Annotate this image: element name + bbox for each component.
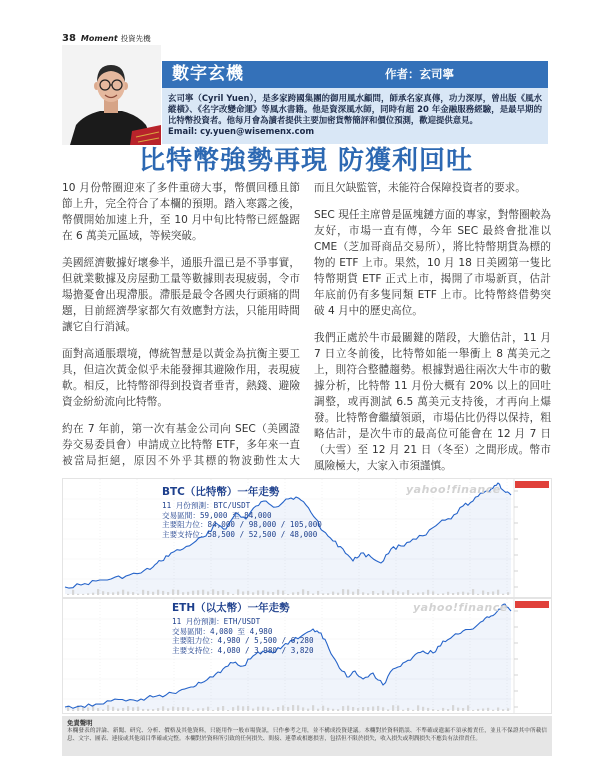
- volume-bar: [102, 710, 104, 712]
- volume-bar: [342, 589, 344, 595]
- volume-bar: [492, 710, 494, 711]
- volume-bar: [502, 709, 504, 711]
- volume-bar: [192, 710, 194, 711]
- volume-bar: [337, 709, 339, 711]
- volume-bar: [417, 593, 419, 596]
- article-column-left: [62, 180, 300, 476]
- volume-bar: [272, 709, 274, 711]
- volume-bar: [507, 592, 509, 595]
- volume-bar: [262, 707, 264, 711]
- volume-bar: [477, 709, 479, 711]
- volume-bar: [202, 590, 204, 595]
- volume-bar: [292, 592, 294, 595]
- volume-bar: [232, 594, 234, 595]
- volume-bar: [222, 706, 224, 711]
- paragraph: 美國經濟數據好壞參半，通脹升溫已是不爭事實，但就業數據及房屋動工量等數據則表現疲弱，令市場擔憂會出現滯脹。滯脹是最令各國央行頭痛的問題，目前經濟學家都欠有效應對方法，只能用時間讓它自行消減。: [62, 257, 300, 333]
- volume-bar: [322, 706, 324, 711]
- paragraph: 約在 7 年前，第一次有基金公司向 SEC（美國證券交易委員會）申請成立比特幣 ETF，多年來一直被當局拒絕，原因不外乎其標的物波動性太大: [62, 423, 300, 467]
- trading-range: 交易區間：59,000 至 84,000: [162, 510, 272, 520]
- volume-bar: [292, 705, 294, 711]
- volume-bar: [252, 709, 254, 712]
- volume-bar: [262, 590, 264, 595]
- volume-bar: [212, 710, 214, 711]
- volume-bar: [112, 707, 114, 711]
- volume-bar: [182, 707, 184, 711]
- chart-watermark: yahoo!finance: [406, 483, 501, 496]
- volume-bar: [447, 592, 449, 595]
- volume-bar: [387, 709, 389, 711]
- volume-bar: [432, 709, 434, 711]
- volume-bar: [462, 592, 464, 595]
- volume-bar: [322, 593, 324, 595]
- volume-bar: [402, 592, 404, 595]
- page-number: 38: [62, 33, 76, 44]
- volume-bar: [377, 706, 379, 711]
- volume-bar: [132, 707, 134, 711]
- volume-bar: [332, 709, 334, 711]
- volume-bar: [207, 707, 209, 711]
- volume-bar: [352, 707, 354, 711]
- volume-bar: [212, 589, 214, 595]
- volume-bar: [107, 592, 109, 595]
- volume-bar: [122, 590, 124, 595]
- volume-bar: [397, 591, 399, 595]
- volume-bar: [242, 592, 244, 596]
- volume-bar: [127, 706, 129, 711]
- volume-bar: [382, 707, 384, 711]
- volume-bar: [167, 592, 169, 595]
- volume-bar: [72, 590, 74, 595]
- volume-bar: [127, 592, 129, 595]
- volume-bar: [367, 707, 369, 711]
- volume-bar: [487, 592, 489, 595]
- column-name: 數字玄機: [172, 64, 244, 84]
- volume-bar: [402, 710, 404, 711]
- volume-bar: [467, 593, 469, 595]
- volume-bar: [377, 593, 379, 595]
- volume-bar: [282, 705, 284, 711]
- chart-title: BTC（比特幣）一年走勢: [162, 486, 280, 498]
- volume-bar: [362, 592, 364, 595]
- author-byline: 作者：玄司寧: [385, 67, 454, 81]
- volume-bar: [97, 708, 99, 711]
- chart-title: ETH（以太幣）一年走勢: [172, 602, 290, 614]
- volume-bar: [482, 709, 484, 712]
- volume-bar: [77, 594, 79, 595]
- volume-bar: [452, 705, 454, 711]
- volume-bar: [312, 705, 314, 711]
- volume-bar: [442, 593, 444, 595]
- volume-bar: [92, 593, 94, 595]
- volume-bar: [242, 706, 244, 711]
- disclaimer-text: 本欄發表的評論、新聞、研究、分析、價格及其他資料，只能用作一般市場資訊，只作參考之用，並不構成投資建議。本欄對於資料錯誤、不準確或遺漏不須承擔責任，並且不保證其中所載信息、文字、圖表、連接或其他項目準確或完整。本欄對於資料所引致的任何損失、間接、連帶或相應損害，包括但不限於損失，收入損失或利潤損失不應負有法律責任。: [67, 728, 547, 742]
- volume-bar: [427, 590, 429, 595]
- volume-bar: [387, 593, 389, 595]
- volume-bar: [412, 593, 414, 595]
- volume-bar: [457, 592, 459, 595]
- volume-bar: [362, 707, 364, 711]
- bio-text: 玄司寧（Cyril Yuen），是多家跨國集團的御用風水顧問，師承名家真傳，功力深厚，曾出版《風水縱橫》、《名字改變命運》等風水書籍。他是資深風水師，同時有超 20 年金融服務經驗，是最早期的比特幣投資者。他每月會為讀者提供主要加密貨幣簡評和價位預測，歡迎提供意見。: [168, 93, 542, 125]
- volume-bar: [157, 708, 159, 711]
- volume-bar: [202, 708, 204, 711]
- volume-bar: [237, 706, 239, 711]
- volume-bar: [397, 706, 399, 712]
- eth-chart: [62, 598, 552, 714]
- volume-bar: [112, 592, 114, 595]
- volume-bar: [187, 592, 189, 595]
- volume-bar: [162, 706, 164, 711]
- disclaimer-box: [62, 716, 552, 756]
- volume-bar: [382, 591, 384, 595]
- page-header: [62, 30, 151, 45]
- author-bio: [162, 88, 548, 144]
- eth-forecast-box: [172, 602, 314, 655]
- volume-bar: [217, 591, 219, 595]
- volume-bar: [272, 592, 274, 595]
- volume-bar: [442, 708, 444, 711]
- volume-bar: [492, 592, 494, 596]
- volume-bar: [297, 705, 299, 711]
- volume-bar: [192, 591, 194, 595]
- volume-bar: [337, 593, 339, 595]
- volume-bar: [67, 594, 69, 595]
- volume-bar: [277, 590, 279, 595]
- volume-bar: [182, 592, 184, 595]
- volume-bar: [217, 707, 219, 711]
- article-column-right: [314, 180, 551, 476]
- volume-bar: [502, 594, 504, 595]
- volume-bar: [312, 594, 314, 596]
- volume-bar: [447, 709, 449, 711]
- volume-bar: [72, 710, 74, 712]
- trading-range: 交易區間：4,080 至 4,980: [172, 626, 273, 636]
- volume-bar: [187, 707, 189, 711]
- paragraph: 而且欠缺監管，未能符合保障投資者的要求。: [314, 182, 526, 194]
- volume-bar: [277, 707, 279, 711]
- volume-bar: [307, 591, 309, 595]
- volume-bar: [357, 589, 359, 595]
- volume-bar: [347, 590, 349, 596]
- forecast-pair: 11 月份預測：ETH/USDT: [172, 617, 261, 626]
- volume-bar: [357, 708, 359, 711]
- volume-bar: [247, 706, 249, 711]
- volume-bar: [367, 593, 369, 595]
- volume-bar: [137, 594, 139, 595]
- volume-bar: [147, 591, 149, 595]
- volume-bar: [392, 590, 394, 595]
- volume-bar: [407, 708, 409, 711]
- volume-bar: [152, 709, 154, 711]
- author-photo: [62, 45, 161, 145]
- volume-bar: [172, 707, 174, 711]
- volume-bar: [257, 591, 259, 596]
- volume-bar: [197, 708, 199, 711]
- volume-bar: [372, 707, 374, 712]
- volume-bar: [342, 706, 344, 711]
- volume-bar: [432, 591, 434, 595]
- current-price-tag: [515, 601, 549, 608]
- volume-bar: [87, 593, 89, 595]
- volume-bar: [257, 707, 259, 711]
- volume-bar: [122, 708, 124, 711]
- volume-bar: [267, 592, 269, 595]
- volume-bar: [477, 594, 479, 595]
- volume-bar: [117, 709, 119, 712]
- volume-bar: [177, 590, 179, 595]
- current-price-tag: [515, 481, 549, 488]
- volume-bar: [392, 705, 394, 711]
- volume-bar: [162, 591, 164, 595]
- volume-bar: [422, 592, 424, 595]
- volume-bar: [157, 590, 159, 595]
- btc-forecast-box: [162, 486, 322, 539]
- resistance-levels: 主要阻力位：84,000 / 98,000 / 105,000: [162, 520, 322, 530]
- volume-bar: [197, 590, 199, 595]
- volume-bar: [422, 707, 424, 711]
- volume-bar: [142, 590, 144, 595]
- forecast-pair: 11 月份預測：BTC/USDT: [162, 501, 251, 510]
- volume-bar: [222, 590, 224, 595]
- volume-bar: [142, 709, 144, 711]
- volume-bar: [472, 589, 474, 595]
- disclaimer-heading: 免責聲明: [67, 719, 93, 727]
- volume-bar: [427, 708, 429, 711]
- article-title: 比特幣強勢再現 防獲利回吐: [138, 146, 474, 176]
- volume-bar: [302, 707, 304, 711]
- support-levels: 主要支持位：58,500 / 52,500 / 48,000: [162, 529, 318, 539]
- btc-chart: [62, 478, 552, 598]
- volume-bar: [282, 591, 284, 595]
- volume-bar: [102, 591, 104, 595]
- paragraph: SEC 現任主席曾是區塊鏈方面的專家，對幣圈較為友好，市場一直有傳，今年 SEC 最終會批准以 CME（芝加哥商品交易所），將比特幣期貨為標的物的 ETF 上市。果然，10 月 18 日美國第一隻比特幣期貨 ETF 正式上市，揭開了市場新頁，估計年底前仍有多隻同類 ETF 上市。比特幣終借勢突破 4 月中的歷史高位。: [314, 209, 551, 317]
- volume-bar: [462, 708, 464, 711]
- volume-bar: [167, 708, 169, 711]
- volume-bar: [302, 589, 304, 595]
- volume-bar: [247, 591, 249, 595]
- volume-bar: [407, 590, 409, 595]
- author-email: Email: cy.yuen@wisemenx.com: [168, 126, 315, 136]
- volume-bar: [412, 710, 414, 711]
- volume-bar: [287, 594, 289, 595]
- volume-bar: [132, 592, 134, 595]
- volume-bar: [307, 709, 309, 711]
- volume-bar: [227, 592, 229, 595]
- volume-bar: [267, 707, 269, 711]
- paragraph: 我們正處於牛市最關鍵的階段，大膽估計，11 月 7 日立冬前後，比特幣如能一舉衝上 8 萬美元之上，則符合整體趨勢。根據對過往兩次大牛市的數據分析，比特幣 11 月份大概有 20% 以上的回吐調整，或再測試 6.5 萬美元支持後，才再向上爆發。比特幣會繼續領頭，市場佔比仍得以保持，粗略估計，是次牛市的最高位可能會在 12 月 7 日（大雪）至 12 月 21 日（冬至）之間形成。幣市風險極大，大家入市須謹慎。: [314, 332, 551, 472]
- volume-bar: [152, 592, 154, 595]
- volume-bar: [497, 590, 499, 595]
- volume-bar: [172, 589, 174, 595]
- paragraph: 10 月份幣圈迎來了多件重磅大事，幣價回穩且節節上升，完全符合了本欄的預期。踏入寒露之後，幣價開始加速上升，至 10 月中旬比特幣已經盤踞在 6 萬美元區域，等候突破。: [62, 182, 300, 242]
- volume-bar: [177, 707, 179, 711]
- volume-bar: [507, 708, 509, 711]
- volume-bar: [372, 591, 374, 595]
- paragraph: 面對高通脹環境，傳統智慧是以黃金為抗衡主要工具，但這次黃金似乎未能發揮其避險作用，表現疲軟。相反，比特幣卻得到投資者垂青，熱錢、避險資金紛紛流向比特幣。: [62, 348, 300, 408]
- volume-bar: [472, 710, 474, 711]
- volume-bar: [297, 592, 299, 595]
- magazine-name: Moment: [80, 34, 118, 43]
- volume-bar: [137, 707, 139, 711]
- volume-bar: [117, 592, 119, 595]
- volume-bar: [317, 591, 319, 595]
- volume-bar: [87, 708, 89, 712]
- volume-bar: [467, 705, 469, 711]
- volume-bar: [417, 705, 419, 711]
- volume-bar: [332, 592, 334, 595]
- volume-bar: [82, 594, 84, 595]
- volume-bar: [452, 593, 454, 595]
- resistance-levels: 主要阻力位：4,980 / 5,500 / 6,280: [172, 636, 314, 646]
- volume-bar: [457, 708, 459, 711]
- volume-bar: [437, 594, 439, 595]
- volume-bar: [497, 708, 499, 712]
- volume-bar: [347, 706, 349, 711]
- volume-bar: [317, 709, 319, 711]
- support-levels: 主要支持位：4,080 / 3,980 / 3,820: [172, 645, 314, 655]
- volume-bar: [327, 593, 329, 595]
- volume-bar: [237, 589, 239, 595]
- chart-watermark: yahoo!finance: [413, 601, 508, 614]
- volume-bar: [97, 589, 99, 595]
- section-name: 投資先機: [120, 34, 151, 43]
- volume-bar: [232, 707, 234, 711]
- volume-bar: [287, 707, 289, 711]
- volume-bar: [327, 708, 329, 711]
- volume-bar: [437, 710, 439, 711]
- volume-bar: [227, 710, 229, 711]
- volume-bar: [352, 592, 354, 595]
- volume-bar: [482, 591, 484, 596]
- volume-bar: [147, 709, 149, 711]
- volume-bar: [487, 708, 489, 711]
- column-banner: [162, 61, 548, 88]
- volume-bar: [207, 592, 209, 596]
- volume-bar: [252, 592, 254, 595]
- volume-bar: [107, 705, 109, 711]
